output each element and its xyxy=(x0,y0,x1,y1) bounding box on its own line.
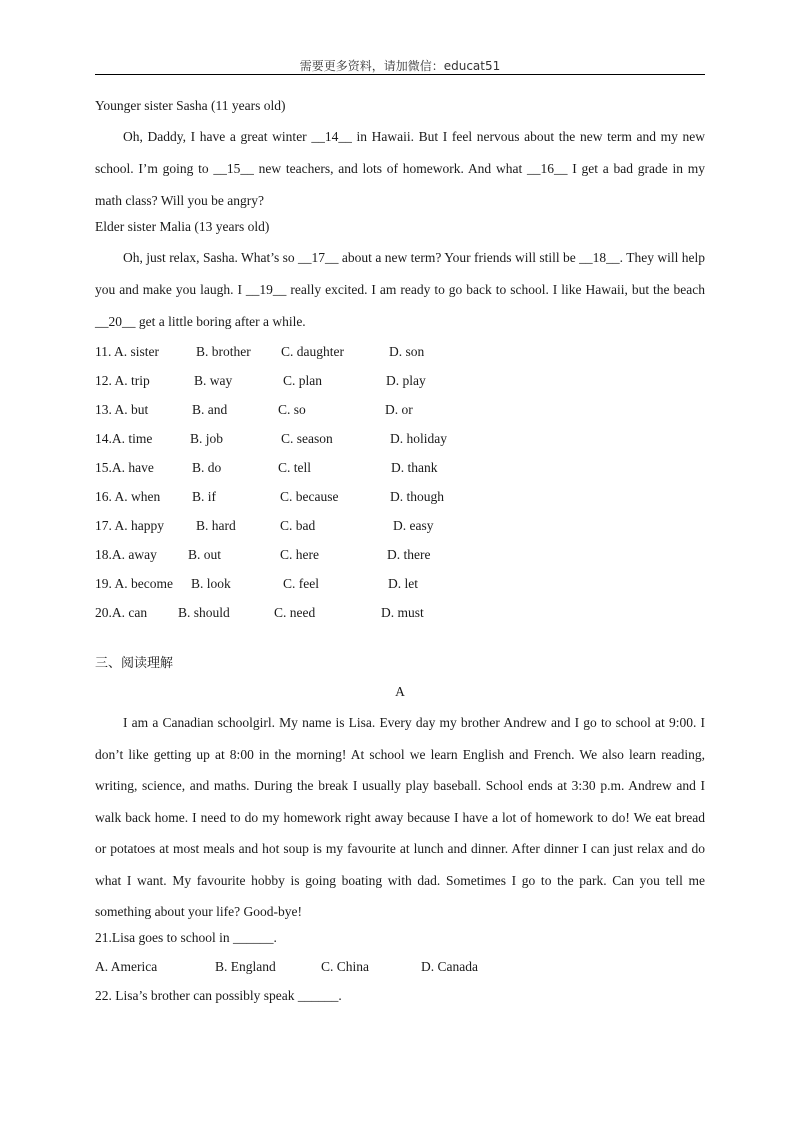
option-d: D. thank xyxy=(391,460,438,475)
option-c: C. season xyxy=(281,431,333,446)
option-d: D. play xyxy=(386,373,426,388)
option-c: C. China xyxy=(321,958,370,974)
paragraph-malia: Oh, just relax, Sasha. What’s so __17__ about a new term? Your friends will still be __18__. They will help you and make you laugh. I __19__ really excited. I am ready to go back to school. I like Hawaii, but the beach __20__ get a little boring after a while. xyxy=(95,250,705,329)
option-a: 16. A. when xyxy=(95,489,161,504)
option-d: D. though xyxy=(390,489,444,504)
question-21: 21.Lisa goes to school in ______. xyxy=(95,929,277,945)
option-c: C. daughter xyxy=(281,344,344,359)
option-row-12 xyxy=(95,371,705,400)
option-a: 15.A. have xyxy=(95,460,154,475)
option-row-19 xyxy=(95,574,705,603)
option-row-11 xyxy=(95,342,705,371)
option-row-14 xyxy=(95,429,705,458)
option-c: C. so xyxy=(278,402,306,417)
option-a: 17. A. happy xyxy=(95,518,164,533)
option-row-16 xyxy=(95,487,705,516)
page-content xyxy=(95,96,705,1006)
option-a: 12. A. trip xyxy=(95,373,150,388)
option-b: B. brother xyxy=(196,344,251,359)
option-d: D. holiday xyxy=(390,431,447,446)
option-a: 13. A. but xyxy=(95,402,149,417)
option-b: B. hard xyxy=(196,518,236,533)
option-d: D. must xyxy=(381,605,424,620)
option-d: D. Canada xyxy=(421,958,478,974)
cloze-options-list xyxy=(95,342,705,632)
question-21-options xyxy=(95,957,705,986)
option-b: B. out xyxy=(188,547,222,562)
paragraph-sasha: Oh, Daddy, I have a great winter __14__ in Hawaii. But I feel nervous about the new term and my new school. I’m going to __15__ new teachers, and lots of homework. And what __16__ I get a bad grade in my math class? Will you be angry? xyxy=(95,129,705,208)
option-a: 18.A. away xyxy=(95,547,157,562)
option-d: D. easy xyxy=(393,518,434,533)
option-b: B. job xyxy=(190,431,224,446)
option-c: C. here xyxy=(280,547,319,562)
speaker-sasha: Younger sister Sasha (11 years old) xyxy=(95,98,286,113)
option-c: C. bad xyxy=(280,518,316,533)
option-c: C. feel xyxy=(283,576,319,591)
option-a: 14.A. time xyxy=(95,431,153,446)
option-row-13 xyxy=(95,400,705,429)
page-header: 需要更多资料，请加微信：educat51 xyxy=(299,59,501,73)
option-b: B. England xyxy=(215,958,276,974)
option-b: B. way xyxy=(194,373,233,388)
option-c: C. because xyxy=(280,489,339,504)
option-row-15 xyxy=(95,458,705,487)
section-subtitle: A xyxy=(395,684,405,699)
option-b: B. should xyxy=(178,605,230,620)
option-d: D. there xyxy=(387,547,431,562)
option-b: B. look xyxy=(191,576,231,591)
option-d: D. or xyxy=(385,402,413,417)
option-d: D. let xyxy=(388,576,418,591)
option-a: 19. A. become xyxy=(95,576,173,591)
option-c: C. tell xyxy=(278,460,311,475)
option-row-20 xyxy=(95,603,705,632)
option-b: B. do xyxy=(192,460,222,475)
option-a: 11. A. sister xyxy=(95,344,159,359)
speaker-malia: Elder sister Malia (13 years old) xyxy=(95,219,270,234)
option-row-17 xyxy=(95,516,705,545)
option-c: C. plan xyxy=(283,373,322,388)
header-divider xyxy=(95,74,705,75)
option-c: C. need xyxy=(274,605,316,620)
option-b: B. if xyxy=(192,489,217,504)
option-b: B. and xyxy=(192,402,228,417)
option-a: A. America xyxy=(95,958,158,974)
option-row-18 xyxy=(95,545,705,574)
question-22: 22. Lisa’s brother can possibly speak ______. xyxy=(95,987,342,1003)
section-title: 三、阅读理解 xyxy=(95,656,174,671)
reading-passage-a: I am a Canadian schoolgirl. My name is Lisa. Every day my brother Andrew and I go to school at 9:00. I don’t like getting up at 8:00 in the morning! At school we learn English and French. We also learn reading, writing, science, and maths. During the break I usually play baseball. School ends at 3:30 p.m. Andrew and I walk back home. I need to do my homework right away because I have a lot of homework to do! We eat bread or potatoes at most meals and hot soup is my favourite at lunch and dinner. After dinner I can just relax and do what I want. My favourite hobby is going boating with dad. Sometimes I go to the park. Can you tell me something about your life? Good-bye! xyxy=(95,715,705,919)
option-a: 20.A. can xyxy=(95,605,148,620)
option-d: D. son xyxy=(389,344,425,359)
